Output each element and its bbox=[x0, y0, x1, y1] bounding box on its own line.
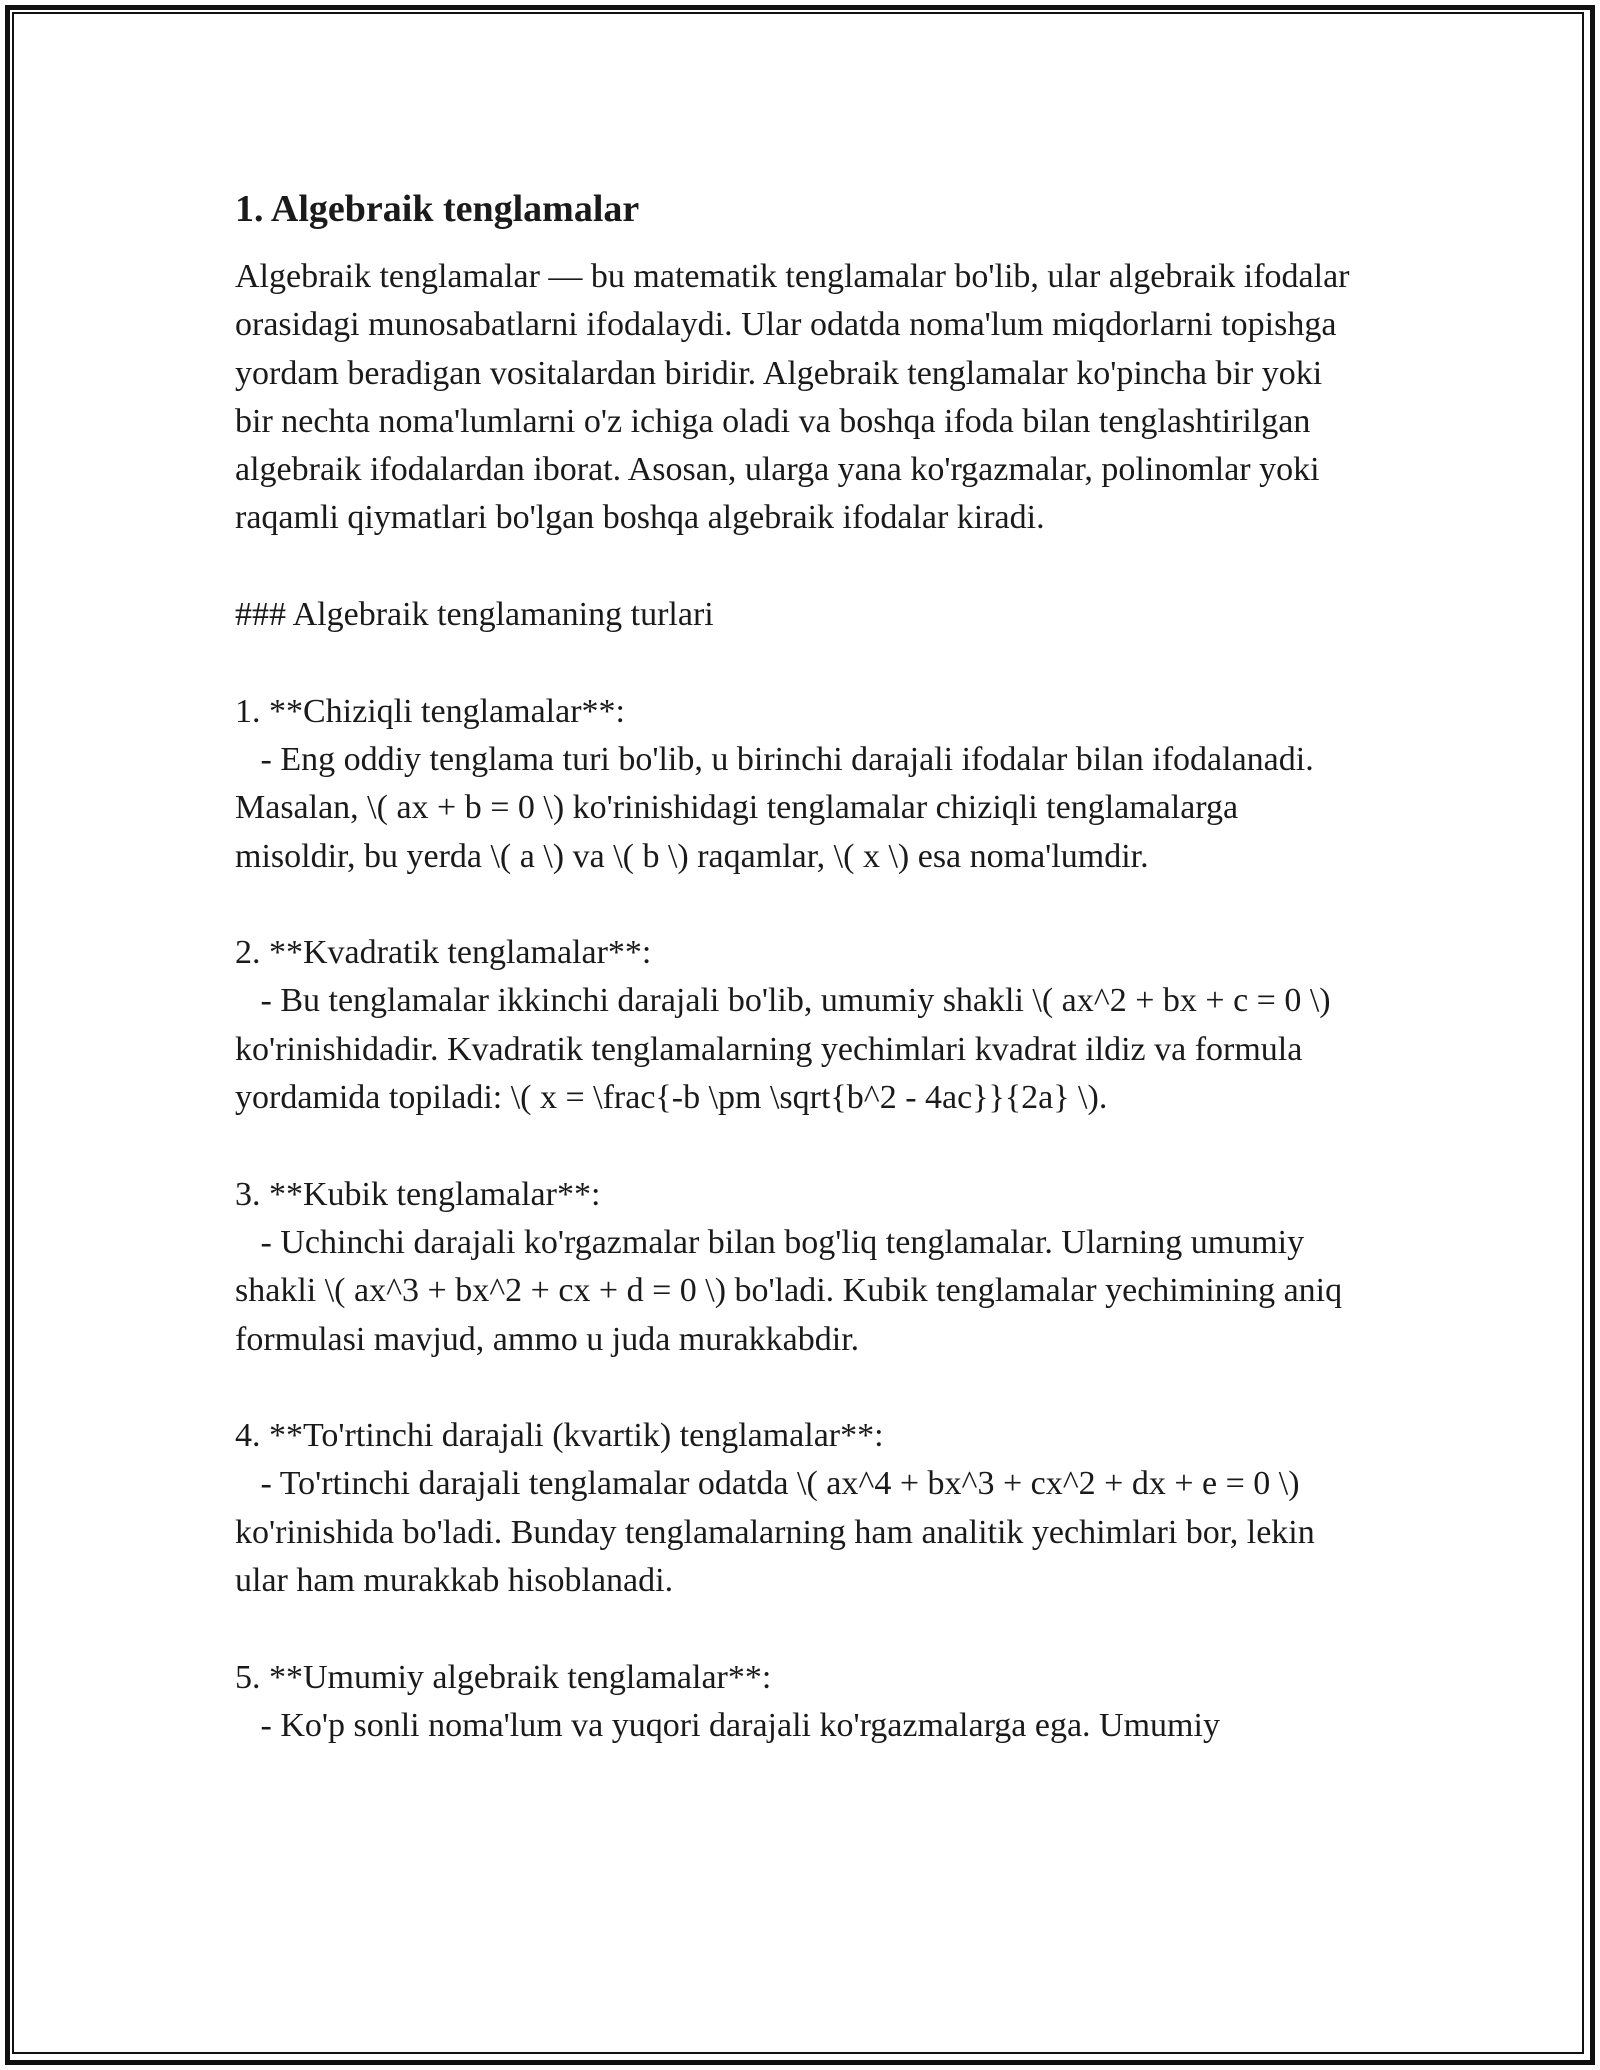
document-content bbox=[235, 185, 1365, 1750]
body-text: Algebraik tenglamalar — bu matematik tenglamalar bo'lib, ular algebraik ifodalar orasidagi munosabatlarni ifodalaydi. Ular odatda noma'lum miqdorlarni topishga yordam beradigan vositalardan biridir. Algebraik tenglamalar ko'pincha bir yoki bir nechta noma'lumlarni o'z ichiga oladi va boshqa ifoda bilan tenglashtirilgan algebraik ifodalardan iborat. Asosan, ularga yana ko'rgazmalar, polinomlar yoki raqamli qiymatlari bo'lgan boshqa algebraik ifodalar kiradi. ### Algebraik tenglamaning turlari 1. **Chiziqli tenglamalar**: - Eng oddiy tenglama turi bo'lib, u birinchi darajali ifodalar bilan ifodalanadi. Masalan, \( ax + b = 0 \) ko'rinishidagi tenglamalar chiziqli tenglamalarga misoldir, bu yerda \( a \) va \( b \) raqamlar, \( x \) esa noma'lumdir. 2. **Kvadratik tenglamalar**: - Bu tenglamalar ikkinchi darajali bo'lib, umumiy shakli \( ax^2 + bx + c = 0 \) ko'rinishidadir. Kvadratik tenglamalarning yechimlari kvadrat ildiz va formula yordamida topiladi: \( x = \frac{-b \pm \sqrt{b^2 - 4ac}}{2a} \). 3. **Kubik tenglamalar**: - Uchinchi darajali ko'rgazmalar bilan bog'liq tenglamalar. Ularning umumiy shakli \( ax^3 + bx^2 + cx + d = 0 \) bo'ladi. Kubik tenglamalar yechimining aniq formulasi mavjud, ammo u juda murakkabdir. 4. **To'rtinchi darajali (kvartik) tenglamalar**: - To'rtinchi darajali tenglamalar odatda \( ax^4 + bx^3 + cx^2 + dx + e = 0 \) ko'rinishida bo'ladi. Bunday tenglamalarning ham analitik yechimlari bor, lekin ular ham murakkab hisoblanadi. 5. **Umumiy algebraik tenglamalar**: - Ko'p sonli noma'lum va yuqori darajali ko'rgazmalarga ega. Umumiy bbox=[235, 258, 1350, 1744]
section-heading: 1. Algebraik tenglamalar bbox=[235, 188, 640, 230]
